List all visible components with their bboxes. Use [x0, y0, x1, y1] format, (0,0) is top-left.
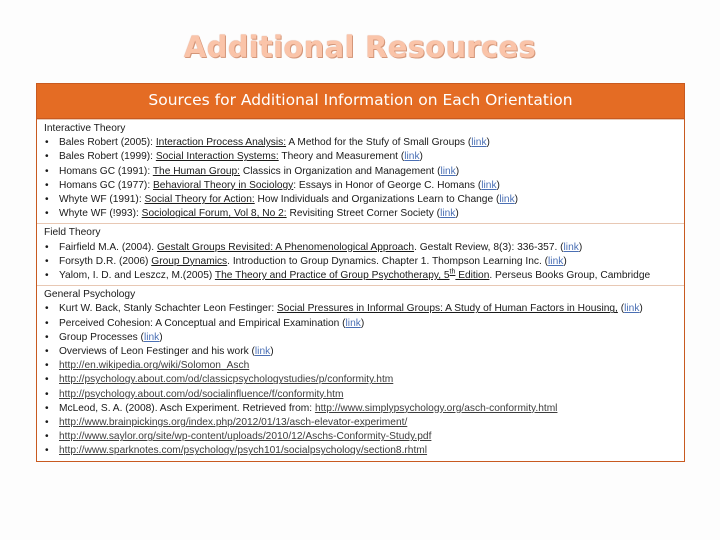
reference-text: Bales Robert (1999): [59, 151, 156, 163]
reference-item [44, 165, 684, 179]
reference-link[interactable]: link [440, 208, 456, 220]
reference-link[interactable]: link [563, 241, 579, 253]
reference-title: Interaction Process Analysis: [155, 137, 287, 149]
reference-link[interactable]: link [481, 179, 497, 191]
reference-link[interactable]: link [548, 255, 564, 267]
reference-text: Overviews of Leon Festinger and his work ( [59, 346, 255, 358]
reference-text: ) [455, 208, 459, 220]
reference-text: ) [486, 137, 490, 149]
reference-title: Edition [455, 270, 490, 282]
reference-title: Social Interaction Systems: [155, 151, 279, 163]
reference-link[interactable]: link [499, 194, 515, 206]
reference-link[interactable]: link [440, 165, 456, 177]
section-general-psychology [37, 285, 684, 460]
reference-text: ) [159, 331, 163, 343]
reference-link[interactable]: link [471, 137, 487, 149]
reference-text: Homans GC (1977): [59, 179, 153, 191]
reference-text: Forsyth D.R. (2006) [59, 255, 152, 267]
reference-url-link[interactable]: http://psychology.about.com/od/classicpsychologystudies/p/conformity.htm [59, 374, 394, 386]
slide-title: Additional Resources [183, 30, 537, 64]
reference-text: Group Processes ( [59, 331, 144, 343]
section-title: General Psychology [44, 289, 136, 301]
interactive-theory-list [44, 136, 684, 221]
reference-text: Bales Robert (2005): [59, 137, 156, 149]
reference-text: Homans GC (1991): [59, 165, 153, 177]
reference-text: ) [514, 194, 519, 206]
edition-superscript: th [449, 268, 456, 276]
reference-text: Theory and Measurement ( [278, 151, 405, 163]
reference-item [44, 269, 684, 283]
reference-item [44, 416, 684, 430]
reference-link[interactable]: link [345, 317, 361, 329]
reference-url-link[interactable]: http://www.saylor.org/site/wp-content/uploads/2010/12/Aschs-Conformity-Study.pdf [59, 431, 432, 443]
reference-title: The Human Group: [152, 165, 241, 177]
reference-title: Group Dynamics [151, 255, 228, 267]
reference-text: McLeod, S. A. (2008). Asch Experiment. Retrieved from: [59, 402, 315, 414]
resource-table [36, 83, 685, 462]
reference-text: . Perseus Books Group, Cambridge [489, 270, 651, 282]
reference-text: Yalom, I. D. and Leszcz, M.(2005) [59, 270, 215, 282]
reference-item [44, 388, 684, 402]
reference-link[interactable]: link [624, 303, 640, 315]
section-interactive-theory [37, 119, 684, 223]
reference-item [44, 345, 684, 359]
reference-text: ) [270, 346, 274, 358]
table-header: Sources for Additional Information on Each Orientation [37, 84, 684, 119]
reference-text: . Gestalt Review, 8(3): 336-357. ( [414, 241, 564, 253]
reference-url-link[interactable]: http://en.wikipedia.org/wiki/Solomon_Asch [59, 360, 250, 372]
reference-text: ) [419, 151, 423, 163]
reference-item [44, 179, 684, 193]
reference-title: Gestalt Groups Revisited: A Phenomenological Approach [156, 241, 415, 253]
reference-text: ) [496, 179, 500, 191]
reference-text: ( [617, 303, 625, 315]
reference-text: A Method for the Stufy of Small Groups ( [286, 137, 472, 149]
reference-text: ) [578, 241, 583, 253]
reference-item [44, 373, 684, 387]
reference-item [44, 331, 684, 345]
reference-title: Social Theory for Action: [144, 194, 255, 206]
reference-item [44, 430, 684, 444]
reference-link[interactable]: link [254, 346, 271, 358]
reference-text: : Essays in Honor of George C. Homans ( [293, 179, 482, 191]
reference-title: Sociological Forum, Vol 8, No 2: [141, 208, 287, 220]
reference-item [44, 136, 684, 150]
reference-item [44, 359, 684, 373]
reference-url-link[interactable]: http://www.simplypsychology.org/asch-conformity.html [314, 402, 558, 414]
reference-text: ) [563, 255, 567, 267]
section-title: Field Theory [44, 227, 101, 239]
reference-title: Behavioral Theory in Sociology [153, 179, 294, 191]
reference-text: Classics in Organization and Management ( [240, 165, 441, 177]
reference-item [44, 317, 684, 331]
section-field-theory [37, 223, 684, 285]
reference-text: Fairfield M.A. (2004). [59, 241, 157, 253]
reference-link[interactable]: link [404, 151, 420, 163]
reference-item [44, 241, 684, 255]
reference-item [44, 193, 684, 207]
reference-item [44, 150, 684, 164]
reference-item [44, 402, 684, 416]
reference-item [44, 444, 684, 458]
section-title: Interactive Theory [44, 123, 126, 134]
reference-item [44, 302, 684, 316]
reference-url-link[interactable]: http://www.brainpickings.org/index.php/2012/01/13/asch-elevator-experiment/ [59, 417, 408, 429]
reference-item [44, 255, 684, 269]
reference-url-link[interactable]: http://psychology.about.com/od/socialinfluence/f/conformity.htm [59, 388, 344, 400]
reference-text: ) [639, 303, 643, 315]
reference-text: How Individuals and Organizations Learn to Change ( [254, 194, 500, 206]
reference-text: Revisiting Street Corner Society ( [286, 208, 441, 220]
reference-text: . Introduction to Group Dynamics. Chapter 1. Thompson Learning Inc. ( [227, 255, 549, 267]
reference-text: Whyte WF (1991): [59, 194, 145, 206]
reference-text: ) [360, 317, 365, 329]
reference-item [44, 207, 684, 221]
reference-text: Kurt W. Back, Stanly Schachter Leon Festinger: [59, 303, 278, 315]
reference-text: ) [455, 165, 460, 177]
reference-title: The Theory and Practice of Group Psychotherapy, 5 [214, 270, 450, 282]
reference-text: Perceived Cohesion: A Conceptual and Empirical Examination ( [59, 317, 346, 329]
reference-title: Social Pressures in Informal Groups: A Study of Human Factors in Housing, [277, 303, 618, 315]
field-theory-list [44, 241, 684, 284]
reference-link[interactable]: link [143, 331, 160, 343]
general-psychology-list [44, 302, 684, 458]
reference-text: Whyte WF (!993): [59, 208, 142, 220]
reference-url-link[interactable]: http://www.sparknotes.com/psychology/psych101/socialpsychology/section8.rhtml [59, 445, 428, 457]
